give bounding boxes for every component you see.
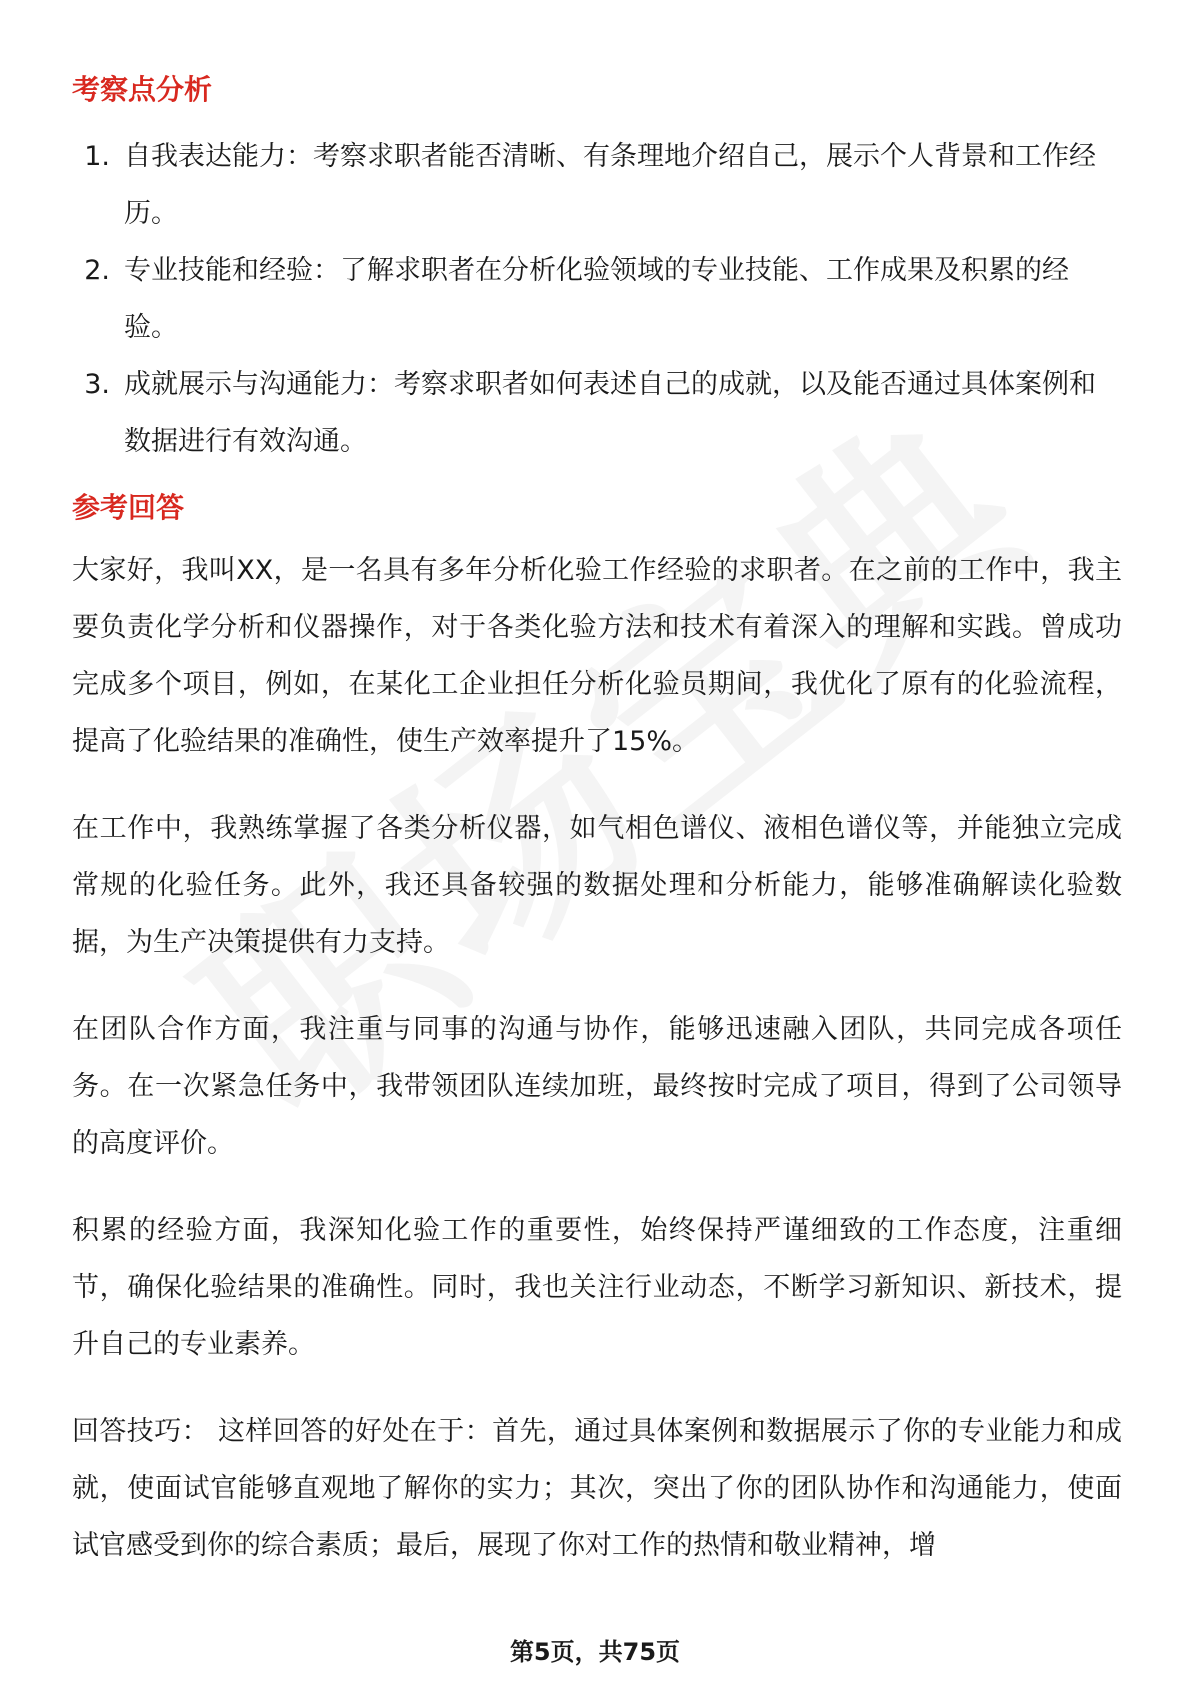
list-text: 专业技能和经验：了解求职者在分析化验领域的专业技能、工作成果及积累的经验。 (124, 255, 1069, 343)
list-item (72, 242, 1122, 356)
list-text: 自我表达能力：考察求职者能否清晰、有条理地介绍自己，展示个人背景和工作经历。 (124, 141, 1096, 229)
answer-paragraph: 在团队合作方面，我注重与同事的沟通与协作，能够迅速融入团队，共同完成各项任务。在一次紧急任务中，我带领团队连续加班，最终按时完成了项目，得到了公司领导的高度评价。 (72, 1014, 1122, 1159)
list-text: 成就展示与沟通能力：考察求职者如何表述自己的成就，以及能否通过具体案例和数据进行有效沟通。 (124, 369, 1096, 457)
analysis-list (72, 128, 1122, 470)
page-number: 第5页，共75页 (509, 1638, 681, 1666)
answer-tips-paragraph: 回答技巧： 这样回答的好处在于：首先，通过具体案例和数据展示了你的专业能力和成就，使面试官能够直观地了解你的实力；其次，突出了你的团队协作和沟通能力，使面试官感受到你的综合素质；最后，展现了你对工作的热情和敬业精神，增 (72, 1416, 1122, 1561)
list-number: 1. (84, 141, 110, 172)
answer-paragraph: 积累的经验方面，我深知化验工作的重要性，始终保持严谨细致的工作态度，注重细节，确保化验结果的准确性。同时，我也关注行业动态，不断学习新知识、新技术，提升自己的专业素养。 (72, 1215, 1122, 1360)
list-item (72, 128, 1122, 242)
page-content (72, 70, 1122, 1604)
list-number: 3. (84, 369, 110, 400)
list-item (72, 356, 1122, 470)
section-heading-reference-answer: 参考回答 (72, 491, 185, 524)
list-number: 2. (84, 255, 110, 286)
answer-paragraph: 大家好，我叫XX，是一名具有多年分析化验工作经验的求职者。在之前的工作中，我主要负责化学分析和仪器操作，对于各类化验方法和技术有着深入的理解和实践。曾成功完成多个项目，例如，在某化工企业担任分析化验员期间，我优化了原有的化验流程，提高了化验结果的准确性，使生产效率提升了15%。 (72, 555, 1122, 757)
section-heading-analysis: 考察点分析 (72, 73, 213, 106)
answer-paragraph: 在工作中，我熟练掌握了各类分析仪器，如气相色谱仪、液相色谱仪等，并能独立完成常规的化验任务。此外，我还具备较强的数据处理和分析能力，能够准确解读化验数据，为生产决策提供有力支持。 (72, 813, 1122, 958)
